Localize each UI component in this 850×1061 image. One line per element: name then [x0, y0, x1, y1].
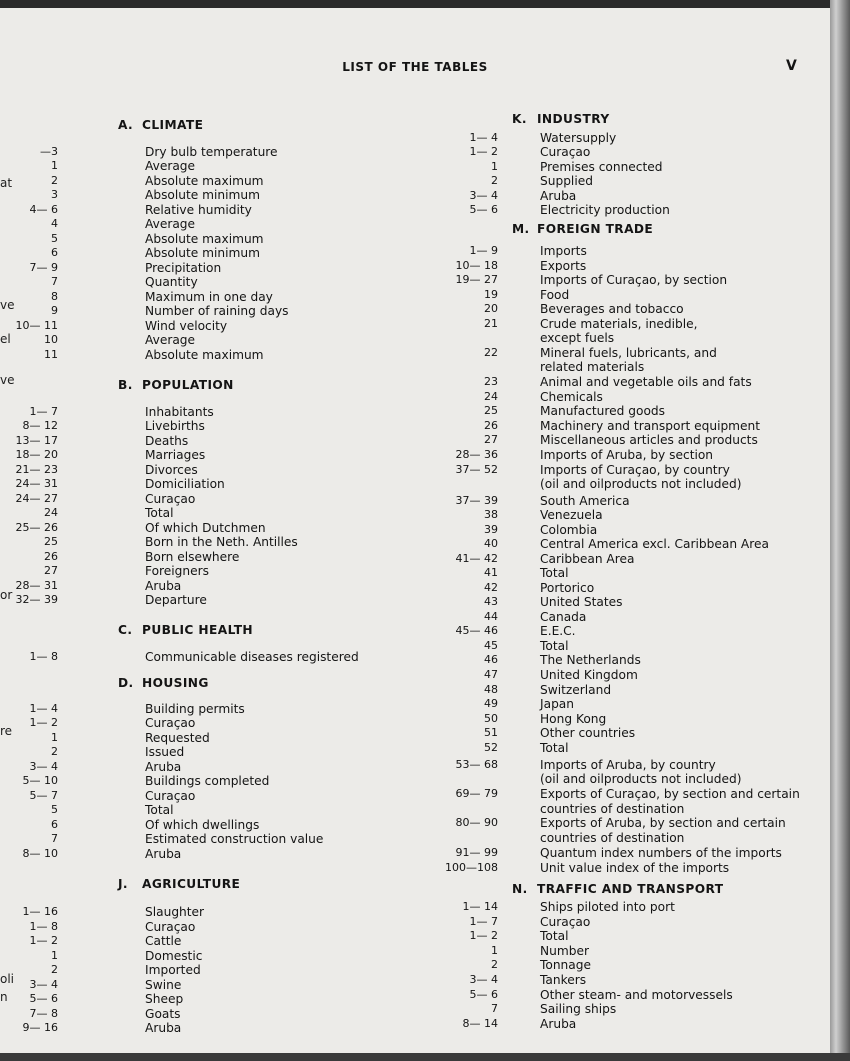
edge-fragment: ve — [0, 298, 15, 312]
table-entry: The Netherlands — [540, 653, 641, 667]
table-number-range: 49 — [484, 697, 498, 710]
table-entry: Other steam- and motorvessels — [540, 988, 733, 1002]
table-number-range: 32— 39 — [15, 593, 58, 606]
table-entry: Absolute maximum — [145, 174, 264, 188]
table-entry: Switzerland — [540, 683, 612, 697]
table-entry: Canada — [540, 610, 587, 624]
table-number-range: 1— 2 — [469, 145, 498, 158]
table-number-range: 1— 16 — [22, 905, 58, 918]
table-entry: Domestic — [145, 949, 203, 963]
table-entry: Animal and vegetable oils and fats — [540, 375, 752, 389]
table-entry: Food — [540, 288, 570, 302]
table-number-range: 24— 31 — [15, 477, 58, 490]
edge-fragment: at — [0, 176, 13, 190]
table-entry: (oil and oilproducts not included) — [540, 772, 742, 786]
edge-fragment: ve — [0, 373, 15, 387]
section-letter: N. — [512, 882, 528, 896]
page-number: V — [786, 58, 797, 74]
table-number-range: 7 — [51, 832, 58, 845]
table-entry: Curaçao — [145, 789, 196, 803]
table-number-range: 9— 16 — [22, 1021, 58, 1034]
table-entry: Aruba — [145, 847, 182, 861]
table-number-range: 48 — [484, 683, 498, 696]
table-entry: Aruba — [145, 760, 182, 774]
table-entry: Building permits — [145, 702, 245, 716]
table-entry: (oil and oilproducts not included) — [540, 477, 742, 491]
table-number-range: 1— 8 — [29, 650, 58, 663]
table-number-range: 1 — [51, 731, 58, 744]
table-entry: except fuels — [540, 331, 615, 345]
table-entry: Absolute minimum — [145, 188, 260, 202]
table-entry: Mineral fuels, lubricants, and — [540, 346, 717, 360]
table-number-range: 91— 99 — [455, 846, 498, 859]
table-entry: Aruba — [145, 1021, 182, 1035]
table-entry: Of which dwellings — [145, 818, 260, 832]
table-number-range: 1 — [491, 944, 498, 957]
table-entry: Quantum index numbers of the imports — [540, 846, 782, 860]
table-entry: Buildings completed — [145, 774, 270, 788]
table-entry: countries of destination — [540, 831, 685, 845]
table-number-range: 8— 12 — [22, 419, 58, 432]
table-entry: Goats — [145, 1007, 181, 1021]
table-number-range: 10 — [44, 333, 58, 346]
table-entry: Inhabitants — [145, 405, 214, 419]
table-entry: Chemicals — [540, 390, 603, 404]
table-number-range: 4 — [51, 217, 58, 230]
table-number-range: 43 — [484, 595, 498, 608]
table-entry: E.E.C. — [540, 624, 576, 638]
table-entry: Estimated construction value — [145, 832, 324, 846]
table-entry: Imported — [145, 963, 201, 977]
left-section-heading — [118, 118, 203, 133]
table-number-range: 9 — [51, 304, 58, 317]
table-entry: South America — [540, 494, 630, 508]
table-number-range: 51 — [484, 726, 498, 739]
table-number-range: 46 — [484, 653, 498, 666]
table-number-range: 23 — [484, 375, 498, 388]
left-section-heading — [118, 877, 240, 892]
table-entry: Unit value index of the imports — [540, 861, 730, 875]
table-number-range: 47 — [484, 668, 498, 681]
table-entry: Curaçao — [145, 492, 196, 506]
table-entry: Japan — [540, 697, 574, 711]
table-entry: Relative humidity — [145, 203, 252, 217]
table-number-range: 50 — [484, 712, 498, 725]
table-entry: Tankers — [540, 973, 587, 987]
table-entry: Sheep — [145, 992, 184, 1006]
table-entry: Miscellaneous articles and products — [540, 433, 758, 447]
table-number-range: 25 — [44, 535, 58, 548]
table-number-range: 18— 20 — [15, 448, 58, 461]
table-number-range: 8 — [51, 290, 58, 303]
section-letter: C. — [118, 623, 133, 637]
table-number-range: 1— 4 — [29, 702, 58, 715]
table-number-range: 5— 7 — [29, 789, 58, 802]
table-number-range: 21 — [484, 317, 498, 330]
table-number-range: 1— 7 — [29, 405, 58, 418]
table-entry: countries of destination — [540, 802, 685, 816]
table-number-range: 1— 2 — [29, 934, 58, 947]
table-number-range: 19— 27 — [455, 273, 498, 286]
table-entry: Absolute maximum — [145, 232, 264, 246]
table-entry: Slaughter — [145, 905, 205, 919]
table-entry: Curaçao — [145, 716, 196, 730]
section-letter: B. — [118, 378, 133, 392]
table-number-range: 24 — [484, 390, 498, 403]
edge-fragment: el — [0, 332, 11, 346]
table-number-range: 2 — [51, 745, 58, 758]
table-entry: Total — [540, 566, 569, 580]
left-section-heading — [118, 676, 209, 691]
table-number-range: 19 — [484, 288, 498, 301]
table-number-range: 39 — [484, 523, 498, 536]
table-entry: Quantity — [145, 275, 198, 289]
scan-border — [0, 1053, 850, 1061]
section-title: CLIMATE — [142, 118, 204, 132]
table-entry: related materials — [540, 360, 645, 374]
table-entry: Livebirths — [145, 419, 205, 433]
section-title: POPULATION — [142, 378, 234, 392]
right-section-heading — [512, 882, 723, 897]
section-title: HOUSING — [142, 676, 209, 690]
table-number-range: 25— 26 — [15, 521, 58, 534]
table-entry: Tonnage — [540, 958, 591, 972]
table-number-range: 3— 4 — [29, 760, 58, 773]
table-number-range: 45 — [484, 639, 498, 652]
table-number-range: 25 — [484, 404, 498, 417]
table-number-range: 5 — [51, 803, 58, 816]
table-entry: Born in the Neth. Antilles — [145, 535, 298, 549]
table-entry: Aruba — [540, 189, 577, 203]
table-number-range: 41— 42 — [455, 552, 498, 565]
table-number-range: 3— 4 — [469, 189, 498, 202]
left-section-heading — [118, 378, 234, 393]
table-number-range: 28— 31 — [15, 579, 58, 592]
table-number-range: —3 — [40, 145, 58, 158]
table-entry: Absolute minimum — [145, 246, 260, 260]
table-entry: Average — [145, 217, 196, 231]
table-entry: Imports of Curaçao, by country — [540, 463, 730, 477]
edge-fragment: oli — [0, 972, 15, 986]
table-entry: Dry bulb temperature — [145, 145, 278, 159]
edge-fragment: or — [0, 588, 13, 602]
section-letter: D. — [118, 676, 134, 690]
table-number-range: 100—108 — [445, 861, 498, 874]
table-number-range: 2 — [51, 174, 58, 187]
table-number-range: 1— 4 — [469, 131, 498, 144]
table-number-range: 6 — [51, 246, 58, 259]
table-number-range: 5— 6 — [469, 203, 498, 216]
table-number-range: 1— 2 — [469, 929, 498, 942]
table-entry: Number — [540, 944, 589, 958]
table-number-range: 5 — [51, 232, 58, 245]
table-number-range: 1— 9 — [469, 244, 498, 257]
table-number-range: 40 — [484, 537, 498, 550]
table-entry: Wind velocity — [145, 319, 228, 333]
table-entry: Curaçao — [540, 915, 591, 929]
edge-fragment: re — [0, 724, 13, 738]
section-title: TRAFFIC AND TRANSPORT — [537, 882, 724, 896]
table-entry: Watersupply — [540, 131, 617, 145]
table-entry: Swine — [145, 978, 182, 992]
table-entry: Exports of Aruba, by section and certain — [540, 816, 786, 830]
table-entry: Venezuela — [540, 508, 603, 522]
table-number-range: 3— 4 — [469, 973, 498, 986]
section-title: FOREIGN TRADE — [537, 222, 654, 236]
table-number-range: 2 — [491, 174, 498, 187]
table-entry: Total — [145, 803, 174, 817]
table-entry: Beverages and tobacco — [540, 302, 684, 316]
table-entry: Machinery and transport equipment — [540, 419, 761, 433]
table-entry: Divorces — [145, 463, 198, 477]
table-entry: Curaçao — [145, 920, 196, 934]
table-entry: Foreigners — [145, 564, 209, 578]
table-number-range: 1— 14 — [462, 900, 498, 913]
table-number-range: 3 — [51, 188, 58, 201]
table-entry: Portorico — [540, 581, 595, 595]
table-number-range: 2 — [491, 958, 498, 971]
table-number-range: 13— 17 — [15, 434, 58, 447]
section-title: AGRICULTURE — [142, 877, 241, 891]
table-entry: Departure — [145, 593, 207, 607]
table-number-range: 52 — [484, 741, 498, 754]
left-section-heading — [118, 623, 253, 638]
table-entry: Communicable diseases registered — [145, 650, 359, 664]
table-entry: Ships piloted into port — [540, 900, 675, 914]
book-edge — [830, 0, 850, 1061]
table-entry: Curaçao — [540, 145, 591, 159]
table-entry: Total — [540, 639, 569, 653]
table-number-range: 53— 68 — [455, 758, 498, 771]
table-entry: Precipitation — [145, 261, 222, 275]
table-number-range: 20 — [484, 302, 498, 315]
table-entry: Imports of Aruba, by section — [540, 448, 714, 462]
right-section-heading — [512, 222, 653, 237]
table-entry: Cattle — [145, 934, 182, 948]
table-number-range: 38 — [484, 508, 498, 521]
table-number-range: 7— 9 — [29, 261, 58, 274]
table-number-range: 1— 7 — [469, 915, 498, 928]
table-entry: Other countries — [540, 726, 636, 740]
table-number-range: 37— 52 — [455, 463, 498, 476]
table-entry: Imports of Curaçao, by section — [540, 273, 728, 287]
table-entry: Imports of Aruba, by country — [540, 758, 716, 772]
table-number-range: 5— 10 — [22, 774, 58, 787]
table-number-range: 1 — [51, 949, 58, 962]
right-section-heading — [512, 112, 610, 127]
table-entry: Issued — [145, 745, 185, 759]
table-entry: Born elsewhere — [145, 550, 240, 564]
table-number-range: 27 — [484, 433, 498, 446]
table-entry: Maximum in one day — [145, 290, 273, 304]
table-number-range: 7— 8 — [29, 1007, 58, 1020]
table-number-range: 7 — [491, 1002, 498, 1015]
table-entry: Of which Dutchmen — [145, 521, 266, 535]
section-letter: M. — [512, 222, 530, 236]
table-number-range: 10— 18 — [455, 259, 498, 272]
table-entry: Hong Kong — [540, 712, 607, 726]
table-number-range: 26 — [484, 419, 498, 432]
table-number-range: 26 — [44, 550, 58, 563]
section-title: INDUSTRY — [537, 112, 610, 126]
table-entry: Average — [145, 333, 196, 347]
table-entry: Total — [540, 929, 569, 943]
table-number-range: 5— 6 — [29, 992, 58, 1005]
table-number-range: 10— 11 — [15, 319, 58, 332]
table-number-range: 3— 4 — [29, 978, 58, 991]
edge-fragment: n — [0, 990, 8, 1004]
document-page — [0, 8, 830, 1053]
table-entry: Average — [145, 159, 196, 173]
table-entry: Exports of Curaçao, by section and certain — [540, 787, 800, 801]
section-letter: J. — [118, 877, 128, 891]
table-entry: Supplied — [540, 174, 593, 188]
table-number-range: 8— 14 — [462, 1017, 498, 1030]
table-entry: Central America excl. Caribbean Area — [540, 537, 769, 551]
table-entry: Premises connected — [540, 160, 663, 174]
table-number-range: 45— 46 — [455, 624, 498, 637]
table-number-range: 27 — [44, 564, 58, 577]
table-entry: Colombia — [540, 523, 598, 537]
table-entry: Crude materials, inedible, — [540, 317, 698, 331]
table-number-range: 8— 10 — [22, 847, 58, 860]
table-number-range: 24 — [44, 506, 58, 519]
table-number-range: 1— 8 — [29, 920, 58, 933]
table-entry: United States — [540, 595, 623, 609]
table-entry: Sailing ships — [540, 1002, 617, 1016]
table-number-range: 80— 90 — [455, 816, 498, 829]
table-entry: Total — [540, 741, 569, 755]
table-entry: Absolute maximum — [145, 348, 264, 362]
table-number-range: 42 — [484, 581, 498, 594]
table-entry: Number of raining days — [145, 304, 289, 318]
table-entry: Deaths — [145, 434, 189, 448]
table-entry: Caribbean Area — [540, 552, 635, 566]
table-entry: Aruba — [540, 1017, 577, 1031]
section-letter: K. — [512, 112, 527, 126]
table-number-range: 22 — [484, 346, 498, 359]
table-entry: Aruba — [145, 579, 182, 593]
table-entry: United Kingdom — [540, 668, 638, 682]
table-number-range: 1— 2 — [29, 716, 58, 729]
table-number-range: 37— 39 — [455, 494, 498, 507]
section-title: PUBLIC HEALTH — [142, 623, 254, 637]
table-entry: Total — [145, 506, 174, 520]
table-number-range: 28— 36 — [455, 448, 498, 461]
table-entry: Requested — [145, 731, 210, 745]
table-number-range: 44 — [484, 610, 498, 623]
table-number-range: 24— 27 — [15, 492, 58, 505]
table-entry: Electricity production — [540, 203, 670, 217]
table-number-range: 4— 6 — [29, 203, 58, 216]
table-number-range: 1 — [491, 160, 498, 173]
table-entry: Manufactured goods — [540, 404, 665, 418]
table-number-range: 1 — [51, 159, 58, 172]
table-entry: Domiciliation — [145, 477, 225, 491]
table-number-range: 5— 6 — [469, 988, 498, 1001]
section-letter: A. — [118, 118, 134, 132]
page-title: LIST OF THE TABLES — [342, 60, 488, 74]
table-number-range: 41 — [484, 566, 498, 579]
table-number-range: 21— 23 — [15, 463, 58, 476]
table-number-range: 6 — [51, 818, 58, 831]
table-entry: Marriages — [145, 448, 206, 462]
table-number-range: 11 — [44, 348, 58, 361]
table-number-range: 2 — [51, 963, 58, 976]
table-number-range: 7 — [51, 275, 58, 288]
table-entry: Imports — [540, 244, 587, 258]
table-entry: Exports — [540, 259, 587, 273]
table-number-range: 69— 79 — [455, 787, 498, 800]
